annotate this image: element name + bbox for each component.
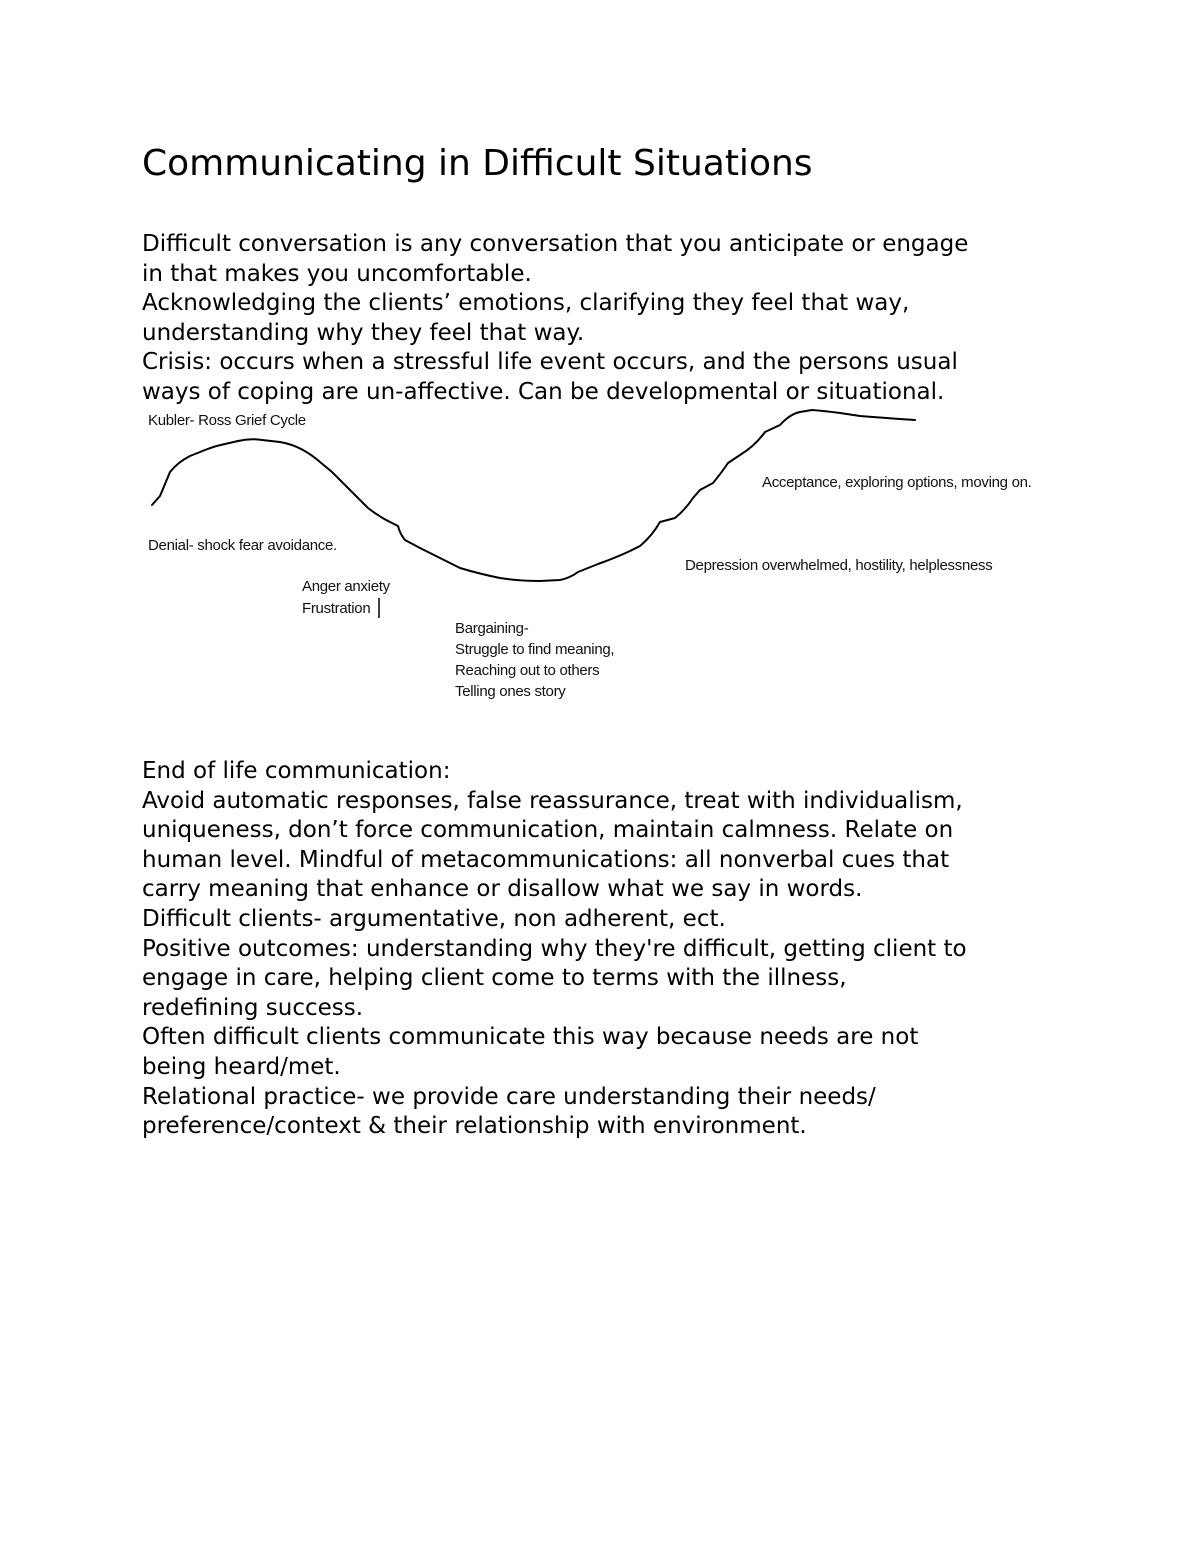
eol-line: Avoid automatic responses, false reassurance, treat with individualism, [142,787,963,814]
anger-label: Anger anxiety [302,578,390,595]
bargaining-story-label: Telling ones story [455,683,566,700]
intro-line: understanding why they feel that way. [142,319,585,346]
intro-line: Difficult conversation is any conversation that you anticipate or engage [142,231,969,257]
bargaining-reaching-label: Reaching out to others [455,662,600,679]
intro-line: ways of coping are un-affective. Can be developmental or situational. [142,378,945,405]
eol-line: engage in care, helping client come to terms with the illness, [142,965,847,992]
bargaining-label: Bargaining- [455,620,529,637]
eol-line: uniqueness, don’t force communication, maintain calmness. Relate on [142,817,954,844]
eol-line: Difficult clients- argumentative, non adherent, ect. [142,905,726,932]
frustration-label: Frustration [302,600,371,617]
eol-line: carry meaning that enhance or disallow what we say in words. [142,876,863,903]
eol-line: preference/context & their relationship with environment. [142,1113,807,1140]
intro-section [142,230,1082,408]
page-title: Communicating in Difficult Situations [142,143,813,184]
eol-line: End of life communication: [142,758,451,784]
eol-line: being heard/met. [142,1053,341,1080]
grief-cycle-curve [152,410,915,581]
eol-line: Often difficult clients communicate this way because needs are not [142,1024,919,1051]
denial-label: Denial- shock fear avoidance. [148,537,337,554]
intro-line: Acknowledging the clients’ emotions, clarifying they feel that way, [142,290,910,317]
acceptance-label: Acceptance, exploring options, moving on. [762,474,1032,491]
diagram-title: Kubler- Ross Grief Cycle [148,412,306,429]
eol-line: Relational practice- we provide care understanding their needs/ [142,1083,876,1110]
intro-line: in that makes you uncomfortable. [142,260,532,287]
eol-line: redefining success. [142,994,364,1021]
intro-line: Crisis: occurs when a stressful life event occurs, and the persons usual [142,349,958,376]
depression-label: Depression overwhelmed, hostility, helplessness [685,557,993,574]
eol-line: Positive outcomes: understanding why they're difficult, getting client to [142,935,967,962]
bargaining-meaning-label: Struggle to find meaning, [455,641,615,658]
end-of-life-section [142,757,1082,1142]
eol-line: human level. Mindful of metacommunications: all nonverbal cues that [142,846,950,873]
